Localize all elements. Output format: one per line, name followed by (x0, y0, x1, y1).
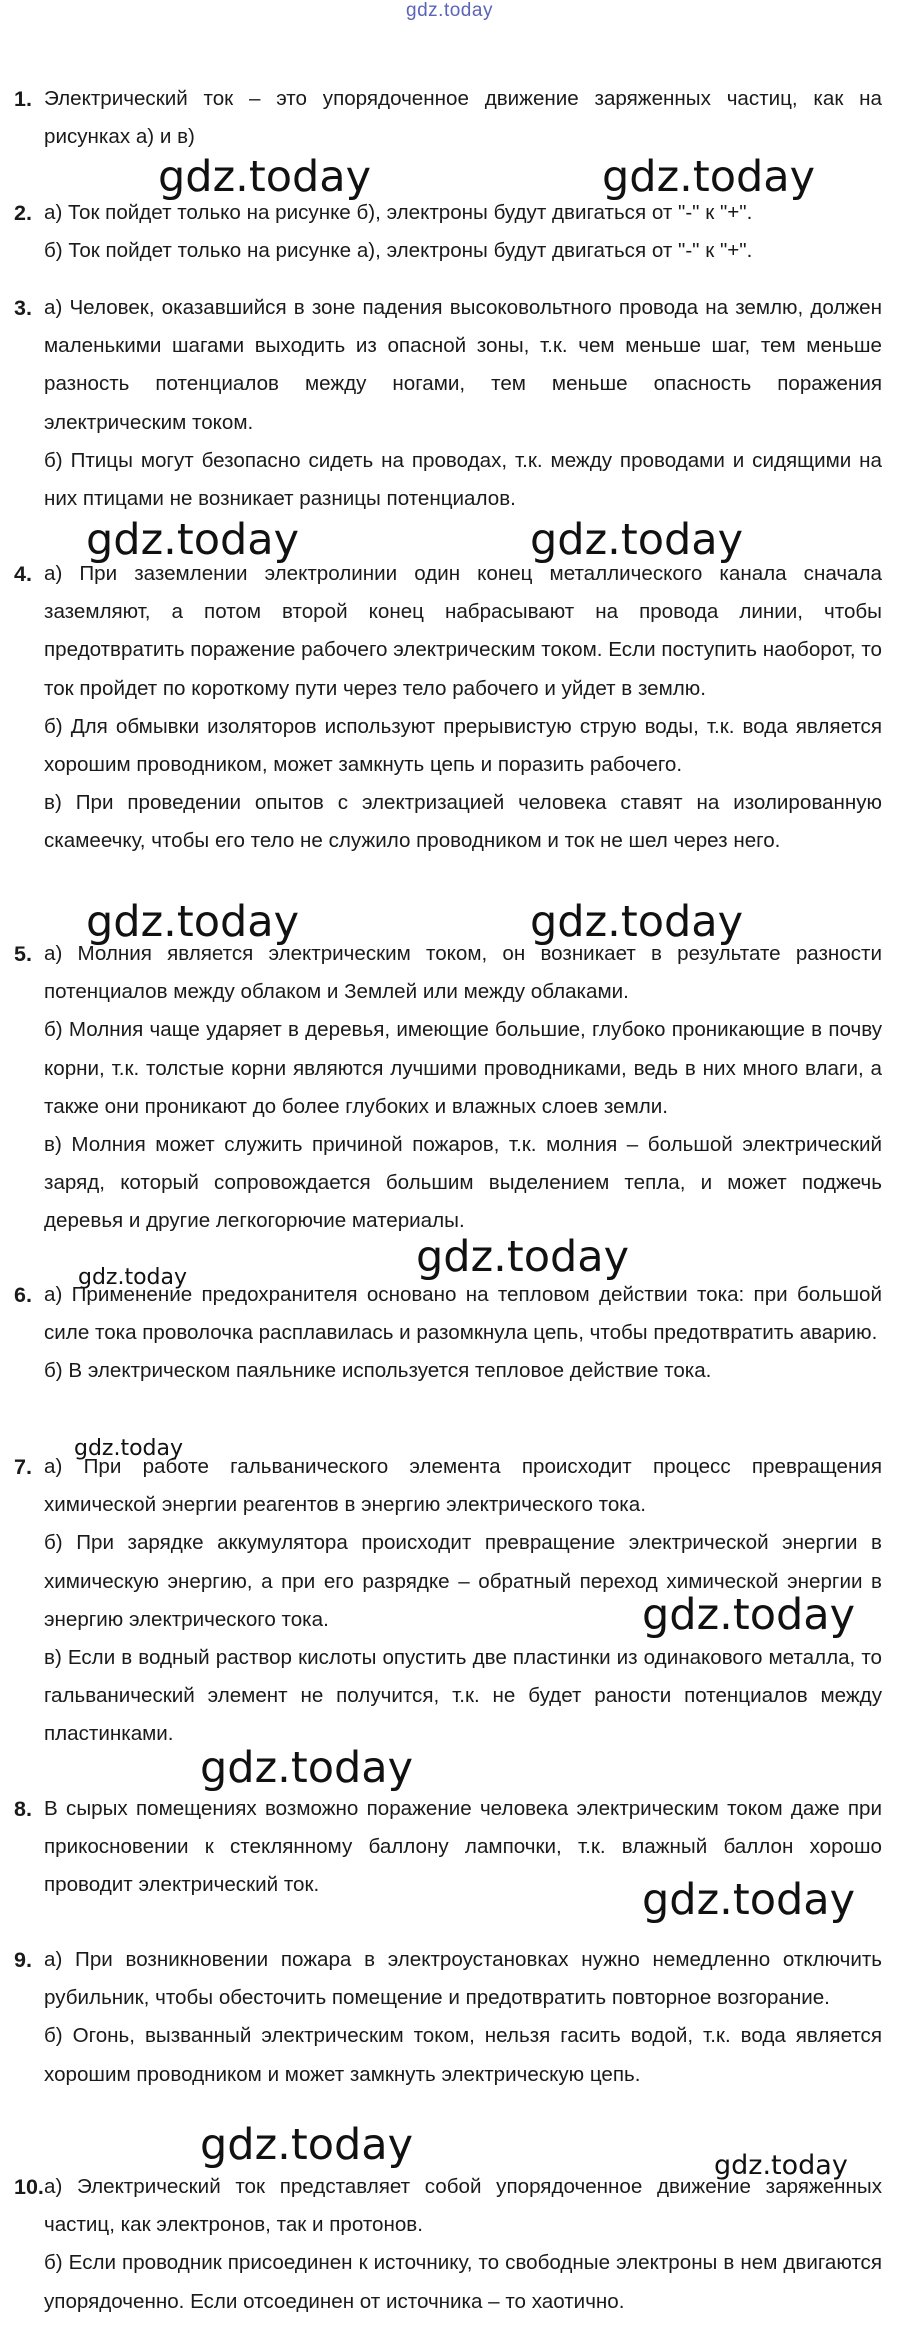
item-body (44, 80, 882, 156)
answer-item (14, 935, 882, 1241)
item-paragraph: а) Применение предохранителя основано на тепловом действии тока: при большой силе тока проволочка расплавилась и разомкнула цепь, чтобы предотвратить аварию. (44, 1283, 882, 1345)
item-paragraph: б) При зарядке аккумулятора происходит превращение электрической энергии в химическую энергию, а при его разрядке – обратный переход химической энергии в энергию электрического тока. (44, 1531, 882, 1631)
watermark: gdz.today (642, 1875, 856, 1925)
item-paragraph: а) Ток пойдет только на рисунке б), электроны будут двигаться от "-" к "+". (44, 201, 753, 224)
item-paragraph: в) Если в водный раствор кислоты опустить две пластинки из одинакового металла, то гальванический элемент не получится, т.к. не будет раности потенциалов между пластинками. (44, 1646, 882, 1746)
item-body (44, 935, 882, 1241)
watermark: gdz.today (530, 515, 744, 565)
answer-item (14, 1941, 882, 2094)
item-paragraph: б) В электрическом паяльнике используется тепловое действие тока. (44, 1359, 712, 1383)
watermark: gdz.today (74, 1436, 184, 1461)
watermark: gdz.today (86, 515, 300, 565)
item-number: 3. (14, 296, 32, 320)
item-body (44, 1941, 882, 2094)
watermark: gdz.today (200, 2120, 414, 2170)
item-paragraph: б) Ток пойдет только на рисунке а), электроны будут двигаться от "-" к "+". (44, 239, 753, 263)
item-number: 7. (14, 1455, 32, 1479)
item-body (44, 1276, 882, 1391)
watermark: gdz.today (86, 897, 300, 947)
watermark: gdz.today (530, 897, 744, 947)
answer-item (14, 289, 882, 518)
watermark: gdz.today (158, 152, 372, 202)
item-body (44, 194, 882, 270)
watermark: gdz.today (200, 1743, 414, 1793)
watermark: gdz.today (642, 1590, 856, 1640)
answer-item (14, 2168, 882, 2321)
item-paragraph: а) Человек, оказавшийся в зоне падения высоковольтного провода на землю, должен маленькими шагами выходить из опасной зоны, т.к. чем меньше шаг, тем меньше разность потенциалов между ногами, тем меньше опасность поражения электрическим током. (44, 296, 882, 434)
item-number: 9. (14, 1948, 32, 1972)
item-paragraph: б) Для обмывки изоляторов используют прерывистую струю воды, т.к. вода является хорошим проводником, может замкнуть цепь и поразить рабочего. (44, 714, 882, 777)
watermark: gdz.today (416, 1232, 630, 1282)
item-paragraph: б) Птицы могут безопасно сидеть на проводах, т.к. между проводами и сидящими на них птицами не возникает разницы потенциалов. (44, 448, 882, 511)
item-body (44, 289, 882, 518)
item-number: 10. (14, 2175, 44, 2199)
item-paragraph: В сырых помещениях возможно поражение человека электрическим током даже при прикосновении к стеклянному баллону лампочки, т.к. влажный баллон хорошо проводит электрический ток. (44, 1797, 882, 1897)
item-paragraph: в) При проведении опытов с электризацией человека ставят на изолированную скамеечку, чтобы его тело не служило проводником и ток не шел через него. (44, 791, 882, 853)
item-paragraph: а) Молния является электрическим током, он возникает в результате разности потенциалов между облаком и Землей или между облаками. (44, 942, 882, 1004)
answer-item (14, 194, 882, 270)
watermark: gdz.today (78, 1265, 188, 1290)
header-watermark: gdz.today (406, 0, 493, 21)
watermark: gdz.today (714, 2150, 848, 2181)
item-paragraph: б) Если проводник присоединен к источнику, то свободные электроны в нем двигаются упорядоченно. Если отсоединен от источника – то хаотично. (44, 2251, 882, 2313)
item-body (44, 2168, 882, 2321)
item-number: 8. (14, 1797, 32, 1821)
answer-item (14, 80, 882, 156)
item-paragraph: б) Огонь, вызванный электрическим током, нельзя гасить водой, т.к. вода является хорошим проводником и может замкнуть электрическую цепь. (44, 2024, 882, 2086)
watermark: gdz.today (602, 152, 816, 202)
item-number: 5. (14, 942, 32, 966)
item-number: 1. (14, 87, 32, 111)
answer-item (14, 555, 882, 861)
answer-item (14, 1276, 882, 1391)
item-paragraph: Электрический ток – это упорядоченное движение заряженных частиц, как на рисунках а) и в) (44, 87, 882, 149)
item-number: 4. (14, 562, 32, 586)
item-number: 2. (14, 201, 32, 225)
item-body (44, 555, 882, 861)
item-number: 6. (14, 1283, 32, 1307)
item-paragraph: а) При возникновении пожара в электроустановках нужно немедленно отключить рубильник, чтобы обесточить помещение и предотвратить повторное возгорание. (44, 1948, 882, 2010)
item-paragraph: в) Молния может служить причиной пожаров, т.к. молния – большой электрический заряд, который сопровождается большим выделением тепла, и может поджечь деревья и другие легкогорючие материалы. (44, 1133, 882, 1233)
item-paragraph: а) При работе гальванического элемента происходит процесс превращения химической энергии реагентов в энергию электрического тока. (44, 1455, 882, 1517)
item-paragraph: а) Электрический ток представляет собой упорядоченное движение заряженных частиц, как электронов, так и протонов. (44, 2175, 882, 2237)
item-paragraph: а) При заземлении электролинии один конец металлического канала сначала заземляют, а потом второй конец набрасывают на провода линии, чтобы предотвратить поражение рабочего электрическим током. Если поступить наоборот, то ток пройдет по короткому пути через тело рабочего и уйдет в землю. (44, 562, 882, 700)
item-paragraph: б) Молния чаще ударяет в деревья, имеющие большие, глубоко проникающие в почву корни, т.к. толстые корни являются лучшими проводниками, ведь в них много влаги, а также они проникают до более глубоких и влажных слоев земли. (44, 1018, 882, 1118)
